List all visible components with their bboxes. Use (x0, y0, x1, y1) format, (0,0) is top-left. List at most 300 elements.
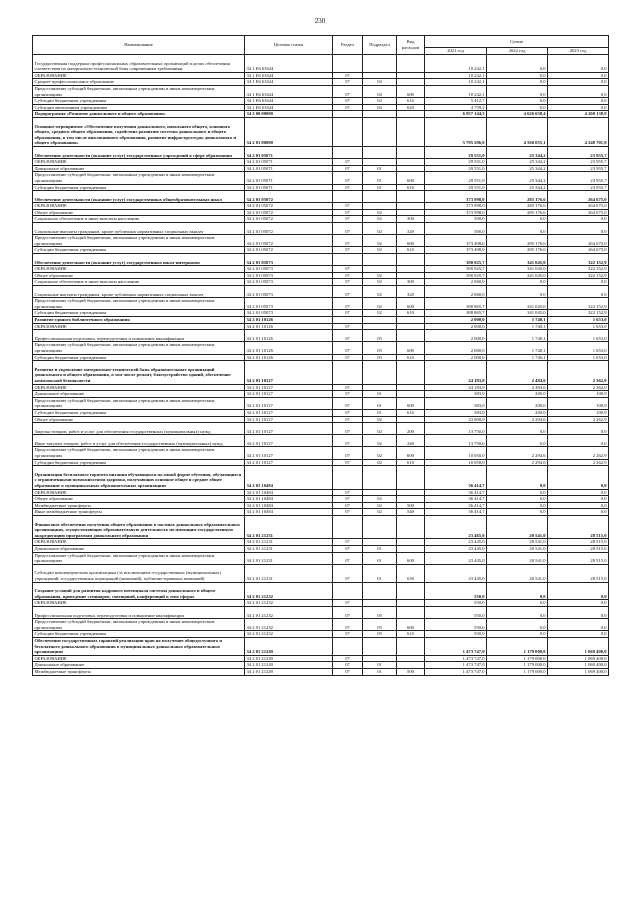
cell-2021: 1 473 747,0 (425, 655, 487, 662)
cell-2021: 2 000,0 (425, 323, 487, 330)
cell-2022: 0,0 (487, 423, 548, 435)
cell-2022: 0,0 (487, 600, 548, 607)
cell-2023: 0,0 (548, 496, 609, 503)
cell-2021: 373 998,0 (425, 203, 487, 210)
cell-subsection: 02 (363, 272, 397, 279)
cell-expense-type: 300 (397, 279, 425, 286)
table-row (33, 104, 609, 111)
cell-expense-type: 200 (397, 423, 425, 435)
cell-2023: 264 675,0 (548, 235, 609, 247)
cell-subsection: 01 (363, 552, 397, 564)
cell-2021: 550,0 (425, 606, 487, 618)
cell-2021: 383,0 (425, 409, 487, 416)
cell-section: 07 (333, 496, 363, 503)
cell-2022: 20 541,0 (487, 546, 548, 553)
cell-2023: 100,9 (548, 409, 609, 416)
cell-2023: 0,0 (548, 85, 609, 97)
cell-name: ОБРАЗОВАНИЕ (33, 266, 245, 273)
cell-2021: 24 183,0 (425, 384, 487, 391)
cell-section: 07 (333, 209, 363, 216)
cell-2023: 28 515,0 (548, 552, 609, 564)
cell-expense-type (397, 323, 425, 330)
cell-2022: 0,0 (487, 98, 548, 105)
cell-2021: 1 473 747,0 (425, 668, 487, 675)
cell-expense-type (397, 582, 425, 600)
cell-section: 07 (333, 85, 363, 97)
cell-subsection (363, 159, 397, 166)
cell-2022: 25 344,2 (487, 172, 548, 184)
cell-section: 07 (333, 279, 363, 286)
cell-subsection (363, 637, 397, 655)
cell-2021: 29 551,0 (425, 172, 487, 184)
cell-2023: 100,9 (548, 391, 609, 398)
cell-2023: 0,0 (548, 619, 609, 631)
cell-2023: 1 653,0 (548, 316, 609, 323)
cell-expense-type (397, 662, 425, 669)
cell-section: 07 (333, 619, 363, 631)
cell-name: Субсидии некоммерческим организациям (за исключением государственных (муниципальных) учреждений, государственных корпораций (компаний), публично-правовых компаний) (33, 564, 245, 582)
cell-2023: 23 955,7 (548, 165, 609, 172)
cell-subsection (363, 316, 397, 323)
cell-2022: 25 344,2 (487, 159, 548, 166)
cell-subsection: 01 (363, 397, 397, 409)
cell-code: 34 2 01 05072 (245, 223, 333, 235)
cell-2022: 200,0 (487, 409, 548, 416)
table-row (33, 466, 609, 489)
cell-expense-type: 620 (397, 104, 425, 111)
cell-2023: 0,0 (548, 223, 609, 235)
table-row (33, 342, 609, 354)
cell-name: Дошкольное образование (33, 165, 245, 172)
cell-expense-type (397, 416, 425, 423)
cell-2023: 0,0 (548, 55, 609, 73)
cell-subsection: 01 (363, 546, 397, 553)
cell-subsection: 02 (363, 416, 397, 423)
cell-name: Дошкольное образование (33, 391, 245, 398)
cell-2021: 10 242,1 (425, 55, 487, 73)
cell-expense-type (397, 272, 425, 279)
cell-code: 34 1 Е6 61624 (245, 79, 333, 86)
cell-name: Общее образование (33, 496, 245, 503)
table-row (33, 79, 609, 86)
cell-2022: 0,0 (487, 216, 548, 223)
cell-2022: 0,0 (487, 435, 548, 447)
cell-code: 34 2 01 10126 (245, 316, 333, 323)
cell-section: 07 (333, 423, 363, 435)
cell-2022: 341 045,0 (487, 310, 548, 317)
cell-subsection: 01 (363, 409, 397, 416)
cell-subsection (363, 600, 397, 607)
cell-code: 34 1 Е6 61624 (245, 72, 333, 79)
cell-2022: 2 294,6 (487, 459, 548, 466)
cell-name: Обеспечение деятельности (оказание услуг) государственных школ-интернатов (33, 254, 245, 266)
cell-name: Субсидии бюджетным учреждениям (33, 98, 245, 105)
cell-subsection: 04 (363, 98, 397, 105)
cell-subsection: 02 (363, 502, 397, 509)
cell-2023: 1 069 400,0 (548, 655, 609, 662)
cell-name: Социальное обеспечение и иные выплаты населению (33, 279, 245, 286)
cell-name: Подпрограмма «Развитие дошкольного и общего образования» (33, 111, 245, 118)
cell-2023: 0,0 (548, 104, 609, 111)
cell-name: Предоставление субсидий бюджетным, автономным учреждениям и иным некоммерческим организациям (33, 235, 245, 247)
cell-code: 34 2 01 10127 (245, 447, 333, 459)
cell-name: ОБРАЗОВАНИЕ (33, 72, 245, 79)
cell-2022: 0,0 (487, 496, 548, 503)
table-row (33, 272, 609, 279)
cell-expense-type: 610 (397, 98, 425, 105)
header-name: Наименование (33, 36, 245, 55)
cell-expense-type: 610 (397, 459, 425, 466)
cell-code: 34 2 01 21231 (245, 552, 333, 564)
cell-2023: 0,0 (548, 631, 609, 638)
table-row (33, 496, 609, 503)
cell-2021: 23 465,0 (425, 516, 487, 539)
cell-2023: 0,0 (548, 466, 609, 489)
cell-name: ОБРАЗОВАНИЕ (33, 539, 245, 546)
cell-2021: 388 865,7 (425, 298, 487, 310)
cell-subsection: 02 (363, 223, 397, 235)
cell-code: 34 2 01 21249 (245, 655, 333, 662)
cell-2022: 0,0 (487, 286, 548, 298)
cell-2023: 264 675,0 (548, 203, 609, 210)
cell-subsection: 05 (363, 354, 397, 361)
cell-2023: 2 362,0 (548, 361, 609, 384)
cell-2023: 0,0 (548, 279, 609, 286)
cell-2023: 322 152,9 (548, 272, 609, 279)
cell-2023: 0,0 (548, 98, 609, 105)
table-row (33, 330, 609, 342)
cell-code: 34 2 01 21249 (245, 668, 333, 675)
cell-subsection (363, 582, 397, 600)
cell-name: Финансовое обеспечение получения общего образования в частных дошкольных образовательных организациях, осуществляющих образовательную деятельность по имеющим государственную аккредитацию программам дошкольного образования (33, 516, 245, 539)
cell-section: 07 (333, 247, 363, 254)
cell-code: 34 2 01 21232 (245, 619, 333, 631)
cell-code: 34 2 01 10127 (245, 435, 333, 447)
cell-expense-type: 320 (397, 286, 425, 298)
cell-subsection: 02 (363, 209, 397, 216)
cell-section: 07 (333, 298, 363, 310)
cell-2023: 23 955,7 (548, 184, 609, 191)
cell-subsection: 05 (363, 606, 397, 618)
cell-section: 07 (333, 502, 363, 509)
cell-2022: 0,0 (487, 502, 548, 509)
cell-subsection (363, 489, 397, 496)
cell-code: 34 2 01 05071 (245, 146, 333, 158)
budget-table (32, 35, 609, 676)
cell-2021: 373 998,0 (425, 191, 487, 203)
cell-name: Предоставление субсидий бюджетным, автономным учреждениям и иным некоммерческим организациям (33, 397, 245, 409)
cell-section: 07 (333, 223, 363, 235)
cell-2021: 1 473 747,0 (425, 637, 487, 655)
cell-2023: 28 515,0 (548, 564, 609, 582)
cell-section (333, 254, 363, 266)
cell-name: Предоставление субсидий бюджетным, автономным учреждениям и иным некоммерческим организациям (33, 298, 245, 310)
cell-2023: 1 069 400,0 (548, 662, 609, 669)
table-row (33, 361, 609, 384)
cell-expense-type (397, 330, 425, 342)
cell-2022: 285 176,6 (487, 191, 548, 203)
cell-2022: 0,0 (487, 279, 548, 286)
cell-2021: 13 750,0 (425, 423, 487, 435)
cell-expense-type (397, 606, 425, 618)
cell-subsection: 05 (363, 631, 397, 638)
page-number: 230 (314, 17, 326, 25)
cell-section (333, 316, 363, 323)
cell-code: 34 2 01 10127 (245, 361, 333, 384)
table-row (33, 111, 609, 118)
cell-2022: 25 344,2 (487, 184, 548, 191)
cell-section (333, 146, 363, 158)
cell-code: 34 2 01 10127 (245, 397, 333, 409)
cell-2021: 2 060,0 (425, 286, 487, 298)
cell-2022: 0,0 (487, 619, 548, 631)
cell-2023: 1 653,0 (548, 323, 609, 330)
cell-2021: 29 551,0 (425, 165, 487, 172)
cell-expense-type (397, 391, 425, 398)
cell-name: Профессиональная подготовка, переподготовка и повышение квалификации (33, 330, 245, 342)
cell-subsection (363, 361, 397, 384)
cell-2023: 264 675,0 (548, 247, 609, 254)
cell-subsection: 02 (363, 286, 397, 298)
cell-section: 07 (333, 165, 363, 172)
cell-2022: 20 541,0 (487, 516, 548, 539)
cell-expense-type: 600 (397, 235, 425, 247)
cell-expense-type (397, 203, 425, 210)
cell-2021: 550,0 (425, 582, 487, 600)
cell-expense-type: 600 (397, 552, 425, 564)
cell-2022: 1 740,1 (487, 323, 548, 330)
cell-2022: 0,0 (487, 606, 548, 618)
cell-2021: 10 242,1 (425, 85, 487, 97)
table-row (33, 502, 609, 509)
cell-code: 34 2 01 10127 (245, 384, 333, 391)
table-row (33, 172, 609, 184)
table-row (33, 662, 609, 669)
cell-name: Субсидии бюджетным учреждениям (33, 409, 245, 416)
cell-name: Обеспечение деятельности (оказание услуг) государственных общеобразовательных школ (33, 191, 245, 203)
cell-2023: 23 955,7 (548, 172, 609, 184)
cell-code: 34 2 01 21249 (245, 662, 333, 669)
header-year-2022: 2022 год (487, 48, 548, 55)
cell-2021: 36 414,7 (425, 489, 487, 496)
cell-section (333, 466, 363, 489)
cell-2023: 0,0 (548, 286, 609, 298)
cell-expense-type (397, 466, 425, 489)
table-row (33, 323, 609, 330)
table-row (33, 668, 609, 675)
table-row (33, 254, 609, 266)
cell-expense-type: 630 (397, 564, 425, 582)
cell-2023: 4 260 138,9 (548, 111, 609, 118)
table-row (33, 235, 609, 247)
table-row (33, 223, 609, 235)
cell-2023: 28 515,0 (548, 516, 609, 539)
table-row (33, 459, 609, 466)
cell-subsection: 04 (363, 85, 397, 97)
cell-2021: 373 998,0 (425, 209, 487, 216)
cell-2021: 390 925,7 (425, 254, 487, 266)
cell-subsection (363, 384, 397, 391)
cell-code: 34 2 01 05071 (245, 172, 333, 184)
cell-code: 34 2 01 05072 (245, 191, 333, 203)
cell-code: 34 2 01 10127 (245, 416, 333, 423)
cell-code: 34 2 01 10127 (245, 391, 333, 398)
cell-2023: 28 515,0 (548, 539, 609, 546)
cell-section: 07 (333, 323, 363, 330)
header-expense-type: Вид расходов (397, 36, 425, 55)
cell-name: Создание условий для развития кадрового потенциала системы дошкольного и общего образования, проведение семинаров, совещаний, конференций в этих сферах (33, 582, 245, 600)
table-row (33, 216, 609, 223)
cell-name: Предоставление субсидий бюджетным, автономным учреждениям и иным некоммерческим организациям (33, 447, 245, 459)
cell-2023: 2 262,9 (548, 447, 609, 459)
cell-2022: 2 494,6 (487, 384, 548, 391)
cell-name: Предоставление субсидий бюджетным, автономным учреждениям и иным некоммерческим организациям (33, 85, 245, 97)
cell-expense-type (397, 266, 425, 273)
cell-code: 34 2 01 05073 (245, 298, 333, 310)
cell-2021: 10 242,1 (425, 72, 487, 79)
cell-section: 07 (333, 655, 363, 662)
cell-subsection (363, 266, 397, 273)
cell-subsection: 01 (363, 184, 397, 191)
cell-code: 34 2 01 05071 (245, 159, 333, 166)
cell-expense-type (397, 79, 425, 86)
cell-name: Предоставление субсидий бюджетным, автономным учреждениям и иным некоммерческим организациям (33, 552, 245, 564)
cell-name: Социальные выплаты гражданам, кроме публичных нормативных социальных выплат (33, 223, 245, 235)
cell-section: 07 (333, 409, 363, 416)
cell-2022: 1 179 000,0 (487, 668, 548, 675)
cell-2023: 0,0 (548, 582, 609, 600)
cell-expense-type (397, 111, 425, 118)
cell-2021: 23 445,0 (425, 564, 487, 582)
cell-code: 34 2 01 21231 (245, 564, 333, 582)
table-row (33, 582, 609, 600)
cell-name: Дошкольное образование (33, 546, 245, 553)
cell-expense-type (397, 489, 425, 496)
cell-name: Субсидии бюджетным учреждениям (33, 354, 245, 361)
cell-2023: 0,0 (548, 502, 609, 509)
cell-subsection: 02 (363, 247, 397, 254)
cell-expense-type: 610 (397, 631, 425, 638)
cell-name: Профессиональная подготовка, переподготовка и повышение квалификации (33, 606, 245, 618)
cell-code: 34 2 01 21231 (245, 516, 333, 539)
cell-code: 34 2 01 10127 (245, 423, 333, 435)
cell-subsection (363, 323, 397, 330)
cell-2023: 23 955,7 (548, 159, 609, 166)
cell-2021: 5 412,7 (425, 98, 487, 105)
table-row (33, 637, 609, 655)
cell-2023: 0,0 (548, 72, 609, 79)
cell-2023: 0,0 (548, 216, 609, 223)
cell-2022: 0,0 (487, 104, 548, 111)
cell-code: 34 2 01 21231 (245, 546, 333, 553)
cell-2021: 373 498,0 (425, 247, 487, 254)
cell-expense-type: 600 (397, 397, 425, 409)
cell-subsection: 02 (363, 435, 397, 447)
cell-code: 34 2 01 05072 (245, 209, 333, 216)
table-row (33, 631, 609, 638)
cell-2021: 1 473 747,0 (425, 662, 487, 669)
cell-section: 07 (333, 216, 363, 223)
cell-section: 07 (333, 172, 363, 184)
cell-subsection (363, 254, 397, 266)
cell-name: Предоставление субсидий бюджетным, автономным учреждениям и иным некоммерческим организациям (33, 619, 245, 631)
cell-name: ОБРАЗОВАНИЕ (33, 203, 245, 210)
cell-name: Обеспечение государственных гарантий реализации прав на получение общедоступного и бесплатного дошкольного образования в муниципальных дошкольных образовательных организациях (33, 637, 245, 655)
cell-code: 34 2 01 10484 (245, 502, 333, 509)
cell-2023: 2 262,9 (548, 459, 609, 466)
cell-section (333, 191, 363, 203)
cell-2022: 1 740,1 (487, 330, 548, 342)
cell-2021: 550,0 (425, 619, 487, 631)
cell-name: Субсидии автономным учреждениям (33, 104, 245, 111)
cell-2022: 0,0 (487, 72, 548, 79)
cell-subsection (363, 539, 397, 546)
cell-code: 34 2 01 21232 (245, 600, 333, 607)
cell-2022: 1 179 000,0 (487, 655, 548, 662)
cell-code: 34 1 Е6 61624 (245, 104, 333, 111)
cell-section: 07 (333, 489, 363, 496)
cell-2022: 20 541,0 (487, 552, 548, 564)
cell-name: Основное мероприятие «Обеспечение получения дошкольного, начального общего, основного общего, среднего общего образования, содействие развитию системы дошкольного и общего образования, в том числе инклюзивного образования, развитие инфраструктуры дошкольного и общего образования» (33, 117, 245, 146)
cell-2023: 264 675,0 (548, 209, 609, 216)
cell-section: 07 (333, 606, 363, 618)
table-row (33, 55, 609, 73)
cell-code: 34 2 01 10484 (245, 509, 333, 516)
cell-subsection (363, 466, 397, 489)
cell-code: 34 2 01 00000 (245, 117, 333, 146)
cell-2023: 1 069 400,0 (548, 668, 609, 675)
cell-2022: 1 740,1 (487, 316, 548, 323)
cell-2021: 23 445,0 (425, 539, 487, 546)
cell-section: 07 (333, 662, 363, 669)
cell-section (333, 111, 363, 118)
table-row (33, 509, 609, 516)
cell-2023: 1 069 400,0 (548, 637, 609, 655)
cell-section (333, 637, 363, 655)
cell-expense-type: 320 (397, 223, 425, 235)
cell-subsection: 02 (363, 216, 397, 223)
cell-2021: 36 414,7 (425, 502, 487, 509)
cell-subsection: 05 (363, 342, 397, 354)
table-row (33, 266, 609, 273)
cell-section: 07 (333, 310, 363, 317)
header-year-2021: 2021 год (425, 48, 487, 55)
cell-section: 07 (333, 184, 363, 191)
cell-2021: 500,0 (425, 216, 487, 223)
table-row (33, 516, 609, 539)
cell-name: Субсидии бюджетным учреждениям (33, 184, 245, 191)
cell-code: 34 2 01 21232 (245, 631, 333, 638)
cell-subsection: 01 (363, 564, 397, 582)
table-row (33, 435, 609, 447)
cell-2021: 36 414,7 (425, 509, 487, 516)
cell-code: 34 2 01 05073 (245, 272, 333, 279)
cell-2021: 29 551,0 (425, 184, 487, 191)
cell-section: 07 (333, 384, 363, 391)
cell-expense-type (397, 384, 425, 391)
cell-code: 34 2 01 05072 (245, 203, 333, 210)
cell-section: 07 (333, 79, 363, 86)
cell-2021: 10 050,0 (425, 447, 487, 459)
cell-name: Субсидии бюджетным учреждениям (33, 631, 245, 638)
cell-expense-type: 600 (397, 298, 425, 310)
cell-section: 07 (333, 397, 363, 409)
cell-subsection (363, 117, 397, 146)
cell-code: 34 2 01 10126 (245, 354, 333, 361)
cell-2022: 25 344,2 (487, 165, 548, 172)
cell-subsection: 04 (363, 104, 397, 111)
cell-2022: 2 494,6 (487, 361, 548, 384)
